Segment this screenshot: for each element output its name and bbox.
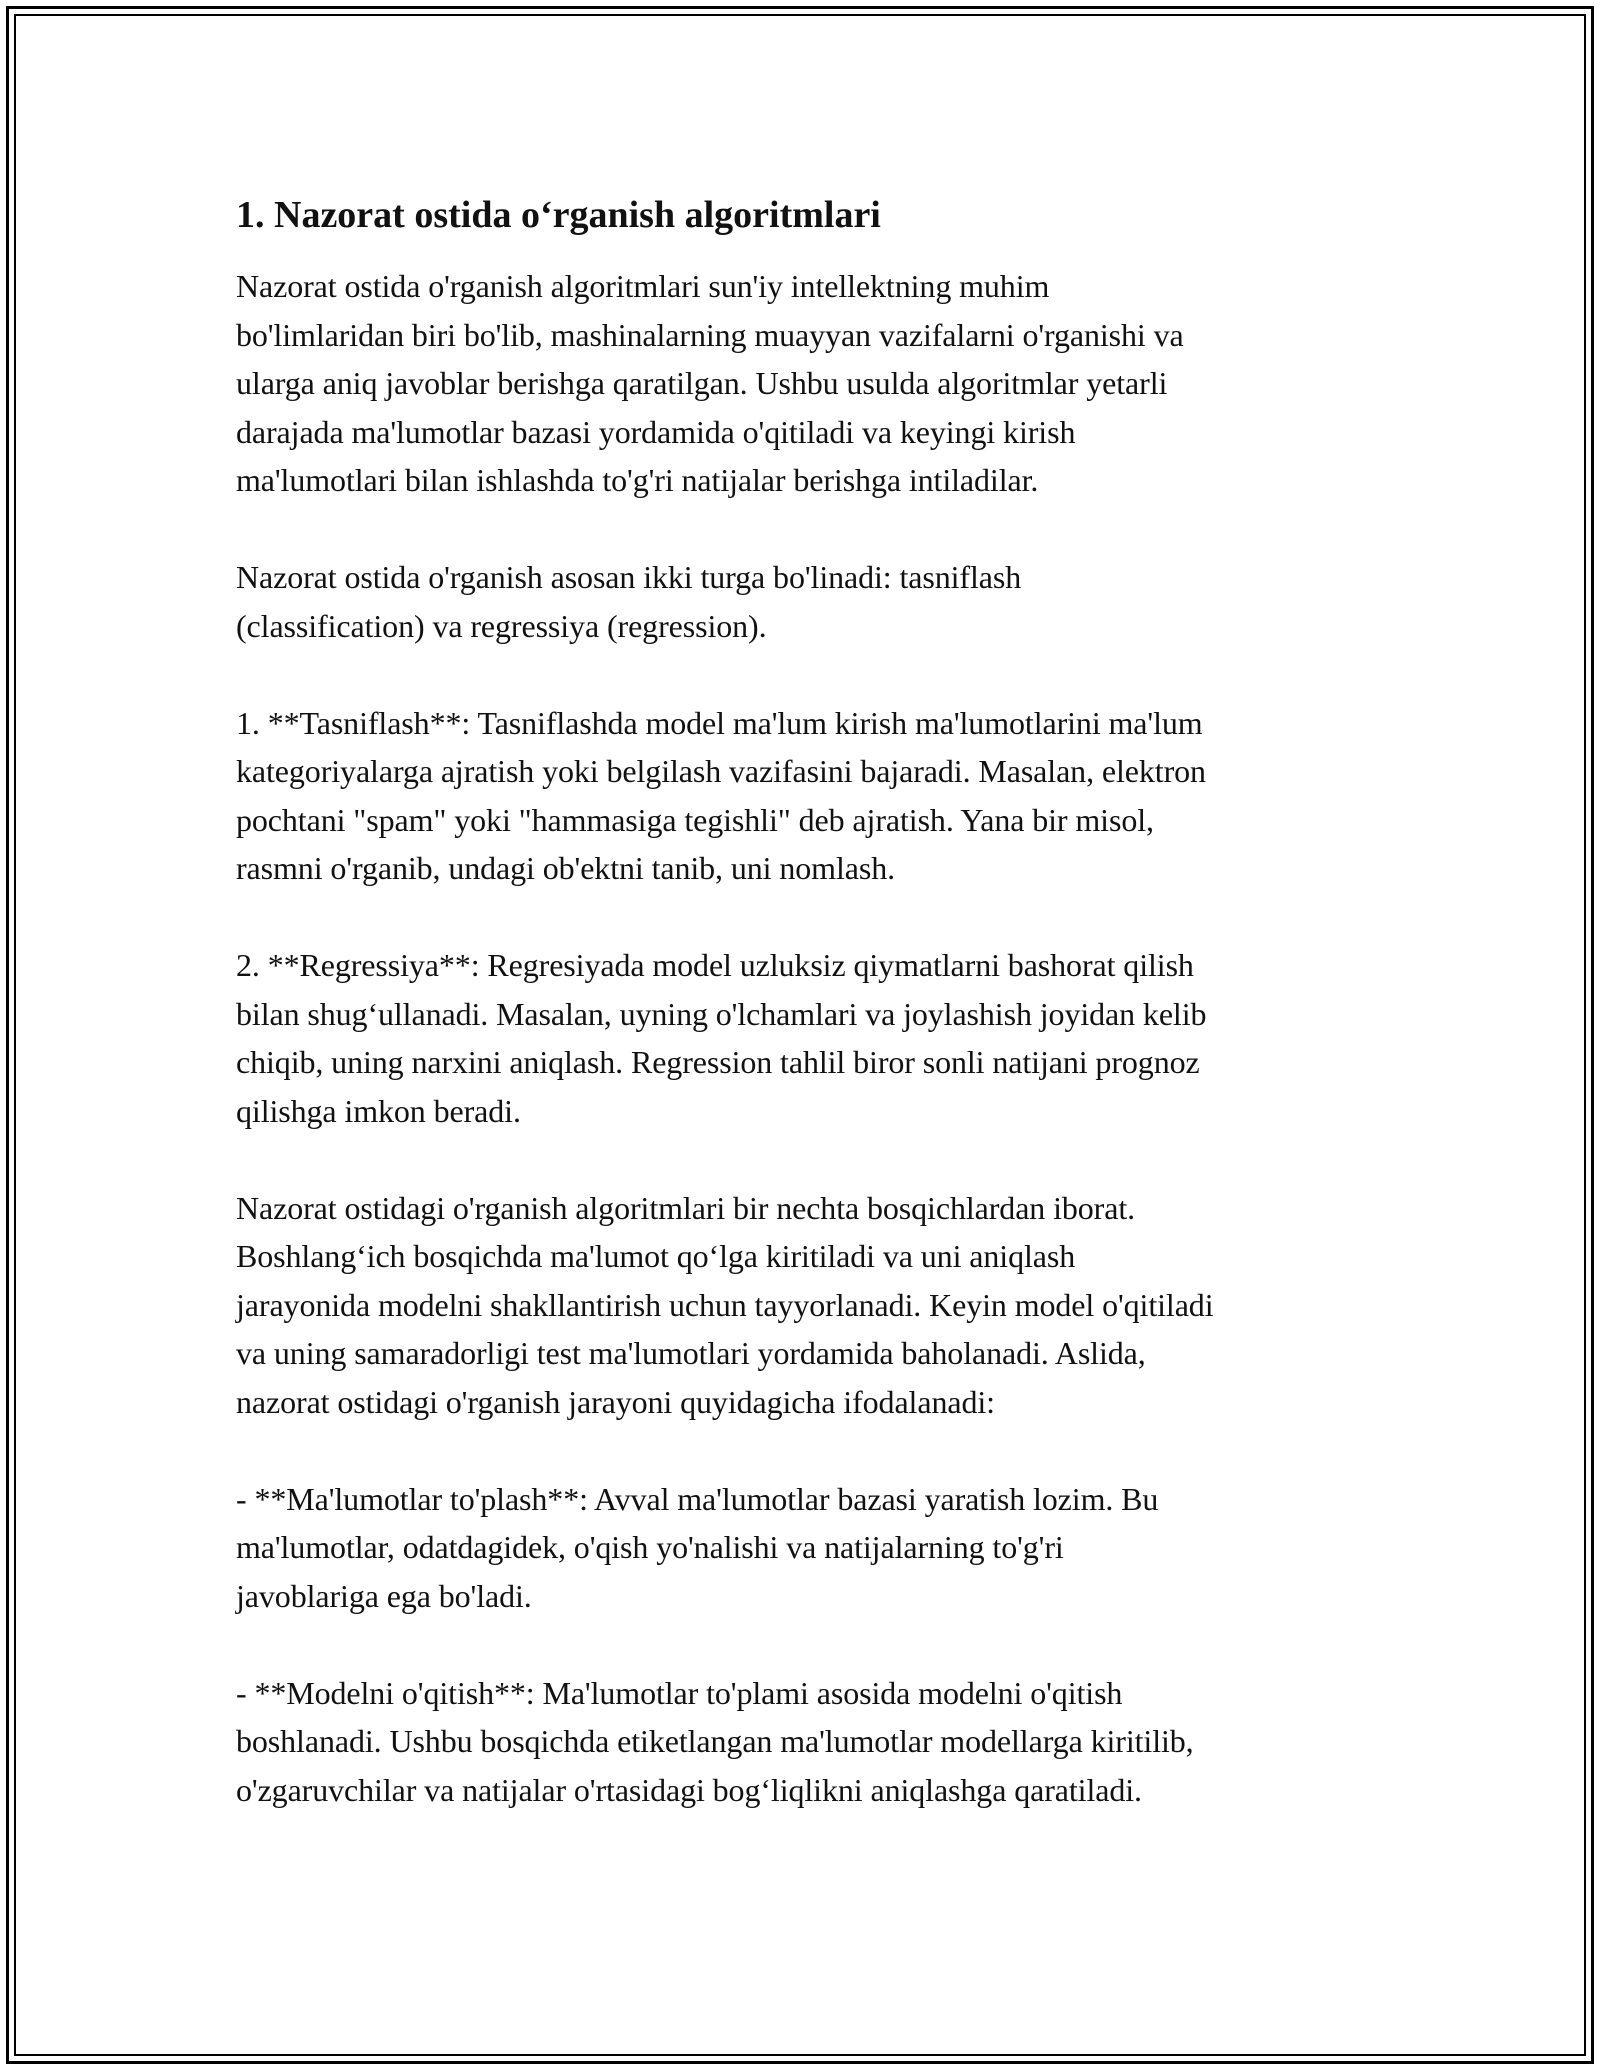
types-paragraph: Nazorat ostida o'rganish asosan ikki turga bo'linadi: tasniflash (classification) va regressiya (regression). <box>236 559 1022 644</box>
document-body <box>236 190 1386 1814</box>
model-training-paragraph: - **Modelni o'qitish**: Ma'lumotlar to'plami asosida modelni o'qitish boshlanadi. Ushbu bosqichda etiketlangan ma'lumotlar modellarga kiritilib, o'zgaruvchilar va natijalar o'rtasidagi bog‘liqlikni aniqlashga qaratiladi. <box>236 1674 1194 1808</box>
paragraph-gap <box>236 650 1386 699</box>
regression-paragraph: 2. **Regressiya**: Regresiyada model uzluksiz qiymatlarni bashorat qilish bilan shug‘ullanadi. Masalan, uyning o'lchamlari va joylashish joyidan kelib chiqib, uning narxini aniqlash. Regression tahlil biror sonli natijani prognoz qilishga imkon beradi. <box>236 947 1207 1129</box>
paragraph-gap <box>236 893 1386 942</box>
data-collection-paragraph: - **Ma'lumotlar to'plash**: Avval ma'lumotlar bazasi yaratish lozim. Bu ma'lumotlar, odatdagidek, o'qish yo'nalishi va natijalarning to'g'ri javoblariga ega bo'ladi. <box>236 1480 1159 1614</box>
classification-paragraph: 1. **Tasniflash**: Tasniflashda model ma'lum kirish ma'lumotlarini ma'lum kategoriyalarga ajratish yoki belgilash vazifasini bajaradi. Masalan, elektron pochtani "spam" yoki "hammasiga tegishli" deb ajratish. Yana bir misol, rasmni o'rganib, undagi ob'ektni tanib, uni nomlash. <box>236 704 1206 886</box>
intro-paragraph: Nazorat ostida o'rganish algoritmlari sun'iy intellektning muhim bo'limlaridan biri bo'lib, mashinalarning muayyan vazifalarni o'rganishi va ularga aniq javoblar berishga qaratilgan. Ushbu usulda algoritmlar yetarli darajada ma'lumotlar bazasi yordamida o'qitiladi va keyingi kirish ma'lumotlari bilan ishlashda to'g'ri natijalar berishga intiladilar. <box>236 268 1184 498</box>
section-heading: 1. Nazorat ostida o‘rganish algoritmlari <box>236 194 881 236</box>
paragraph-gap <box>236 505 1386 554</box>
paragraph-gap <box>236 1426 1386 1475</box>
paragraph-gap <box>236 1620 1386 1669</box>
paragraph-gap <box>236 1135 1386 1184</box>
stages-paragraph: Nazorat ostidagi o'rganish algoritmlari bir nechta bosqichlardan iborat. Boshlang‘ich bosqichda ma'lumot qo‘lga kiritiladi va uni aniqlash jarayonida modelni shakllantirish uchun tayyorlanadi. Keyin model o'qitiladi va uning samaradorligi test ma'lumotlari yordamida baholanadi. Aslida, nazorat ostidagi o'rganish jarayoni quyidagicha ifodalanadi: <box>236 1189 1214 1420</box>
